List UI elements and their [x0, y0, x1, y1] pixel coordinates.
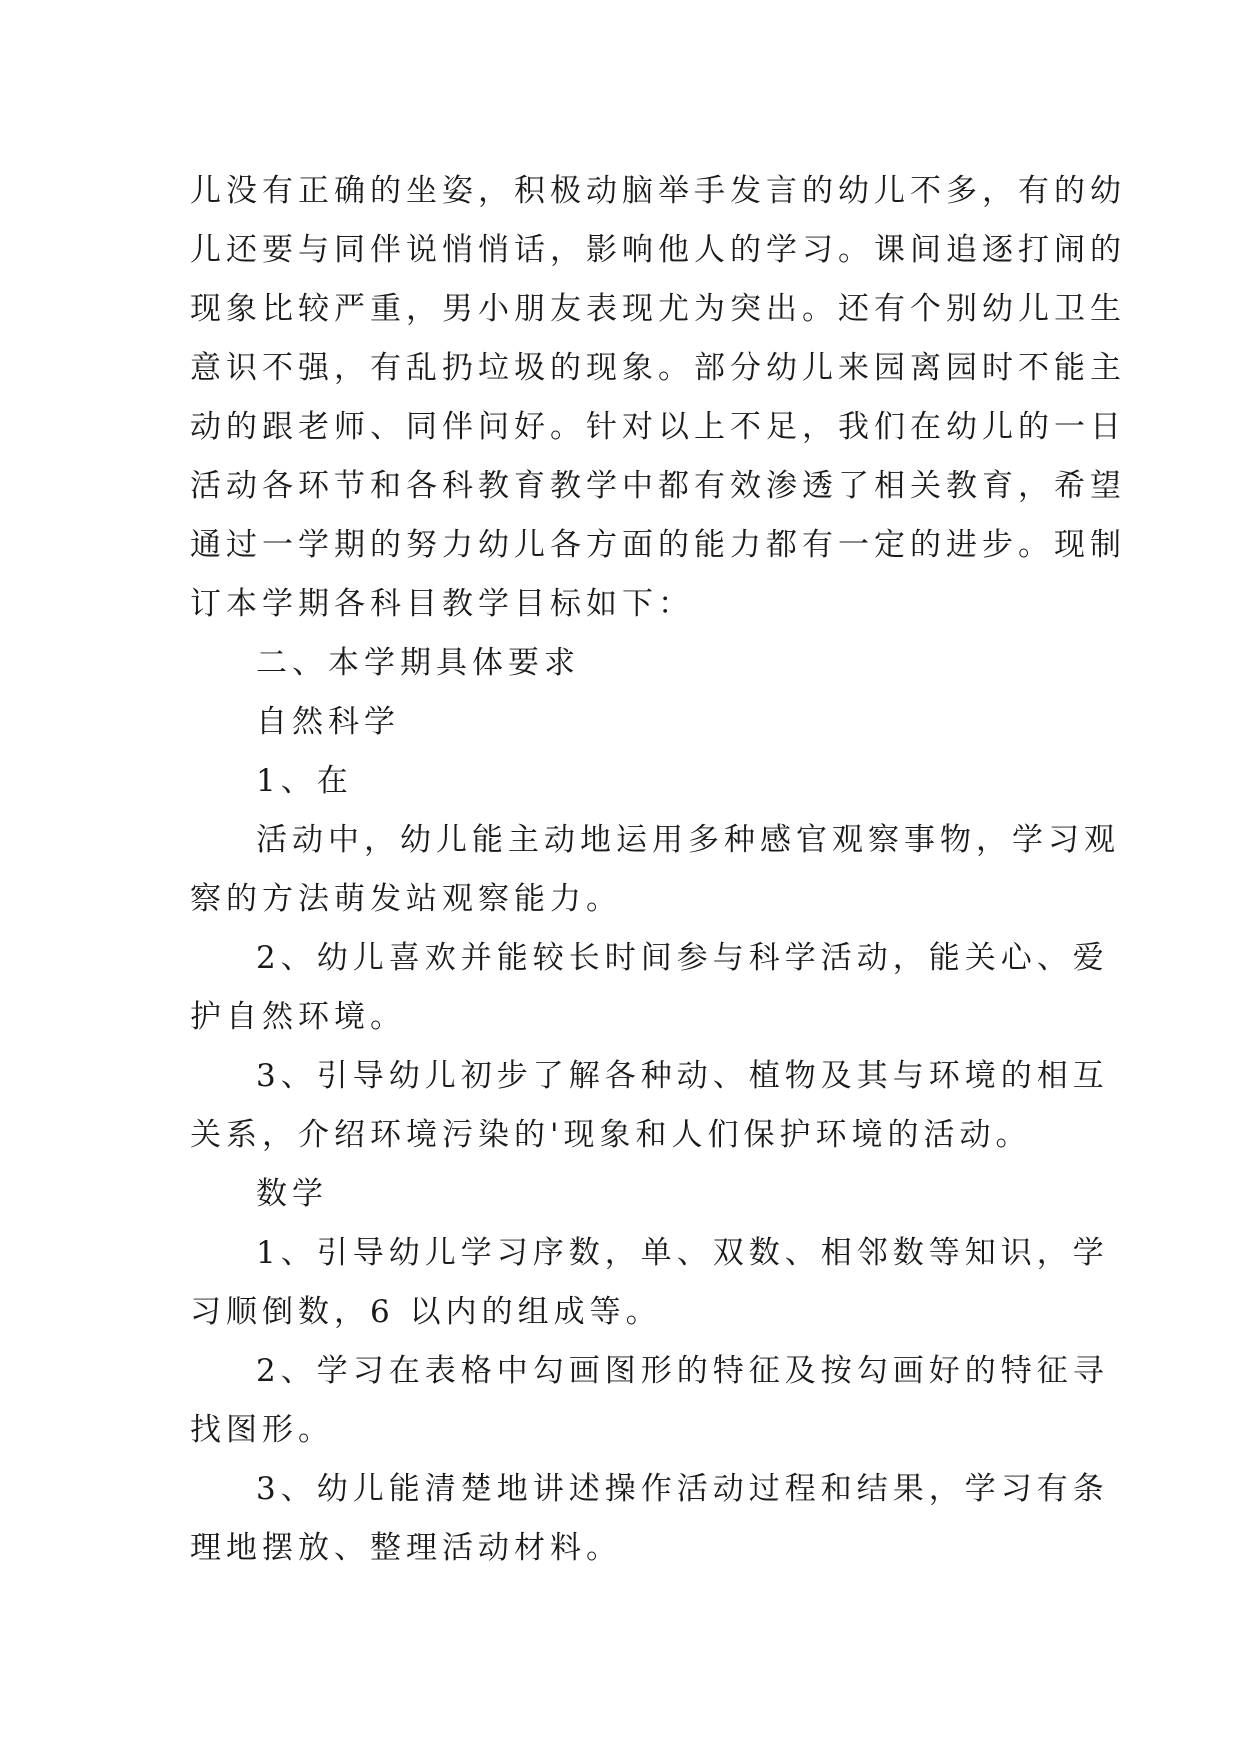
science-item-1-line-2: 察的方法萌发站观察能力。 [190, 881, 622, 917]
math-item-1 [190, 1224, 1109, 1342]
math-item-3-line-1: 3、幼儿能清楚地讲述操作活动过程和结果，学习有条 [256, 1471, 1109, 1507]
math-item-3-line-2: 理地摆放、整理活动材料。 [190, 1530, 622, 1566]
science-item-1-prefix: 1、在 [256, 763, 353, 799]
intro-line-2: 儿还要与同伴说悄悄话，影响他人的学习。课间追逐打闹的 [190, 232, 1126, 268]
science-item-3 [190, 1047, 1109, 1165]
science-item-1-line-1: 活动中，幼儿能主动地运用多种感官观察事物，学习观 [256, 822, 1120, 858]
science-item-1 [190, 811, 1120, 929]
math-item-1-line-2: 习顺倒数，6 以内的组成等。 [190, 1294, 662, 1330]
intro-line-6: 活动各环节和各科教育教学中都有效渗透了相关教育，希望 [190, 468, 1126, 504]
math-item-2 [190, 1342, 1109, 1460]
intro-line-4: 意识不强，有乱扔垃圾的现象。部分幼儿来园离园时不能主 [190, 350, 1126, 386]
section-heading: 二、本学期具体要求 [256, 645, 580, 681]
intro-line-3: 现象比较严重，男小朋友表现尤为突出。还有个别幼儿卫生 [190, 291, 1126, 327]
math-heading: 数学 [256, 1176, 328, 1212]
intro-line-1: 儿没有正确的坐姿，积极动脑举手发言的幼儿不多，有的幼 [190, 173, 1126, 209]
science-item-2 [190, 929, 1109, 1047]
science-item-2-line-1: 2、幼儿喜欢并能较长时间参与科学活动，能关心、爱 [256, 940, 1109, 976]
math-item-2-line-1: 2、学习在表格中勾画图形的特征及按勾画好的特征寻 [256, 1353, 1109, 1389]
math-item-2-line-2: 找图形。 [190, 1412, 334, 1448]
science-heading: 自然科学 [256, 704, 400, 740]
intro-line-7: 通过一学期的努力幼儿各方面的能力都有一定的进步。现制 [190, 527, 1126, 563]
science-item-3-line-1: 3、引导幼儿初步了解各种动、植物及其与环境的相互 [256, 1058, 1109, 1094]
math-item-3 [190, 1460, 1109, 1578]
intro-line-8: 订本学期各科目教学目标如下： [190, 586, 694, 622]
intro-paragraph [190, 162, 1126, 634]
science-item-2-line-2: 护自然环境。 [190, 999, 406, 1035]
math-item-1-line-1: 1、引导幼儿学习序数，单、双数、相邻数等知识，学 [256, 1235, 1109, 1271]
document-body [190, 162, 1126, 1578]
science-item-3-line-2: 关系，介绍环境污染的'现象和人们保护环境的活动。 [190, 1117, 1032, 1153]
intro-line-5: 动的跟老师、同伴问好。针对以上不足，我们在幼儿的一日 [190, 409, 1126, 445]
